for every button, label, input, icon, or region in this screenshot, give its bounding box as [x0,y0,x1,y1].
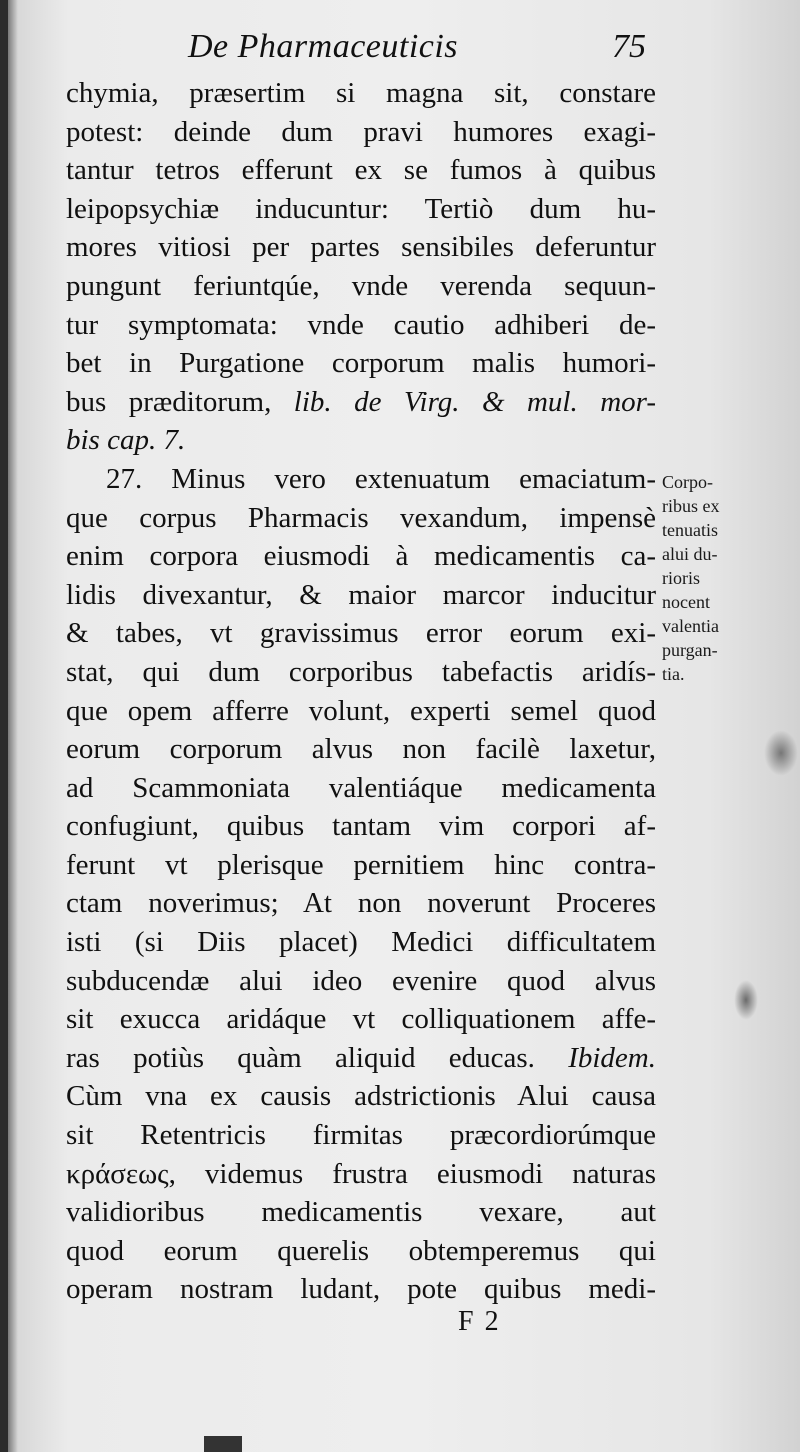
signature-mark: F 2 [458,1306,501,1337]
text-line: chymia, præsertim si magna sit, constare [66,77,656,109]
text-segment: ras potiùs quàm aliquid educas. [66,1041,535,1074]
body-text [66,74,656,1309]
text-line: quod eorum querelis obtemperemus qui [66,1234,656,1267]
text-line: eorum corporum alvus non facilè laxetur, [66,733,656,766]
paragraph-start-27: 27. Minus vero extenuatum emaciatum- [106,462,656,495]
ink-blot [734,980,758,1020]
text-line-with-citation [66,383,656,422]
text-line: sit Retentricis firmitas præcordiorúmque [66,1119,656,1152]
text-segment: bus præditorum, [66,385,272,418]
citation: Ibidem. [568,1041,656,1074]
margin-note [662,470,772,686]
text-line: Cùm vna ex causis adstrictionis Alui causa [66,1080,656,1113]
margin-note-line: tia. [662,664,685,684]
text-line: potest: deinde dum pravi humores exagi- [66,115,656,148]
text-line-with-citation [66,1039,656,1078]
running-title: De Pharmaceuticis [188,28,459,65]
text-line: mores vitiosi per partes sensibiles deferuntur [66,231,656,264]
text-line: ferunt vt plerisque pernitiem hinc contra- [66,848,656,881]
text-line: stat, qui dum corporibus tabefactis aridís- [66,655,656,688]
margin-note-line: nocent [662,592,710,612]
page-number: 75 [612,28,646,65]
text-line: tur symptomata: vnde cautio adhiberi de- [66,308,656,341]
text-line: que corpus Pharmacis vexandum, impensè [66,501,656,534]
text-line: κράσεως, videmus frustra eiusmodi naturas [66,1157,656,1190]
text-line: pungunt feriuntqúe, vnde verenda sequun- [66,269,656,302]
text-line: operam nostram ludant, pote quibus medi- [66,1273,656,1306]
book-page [8,0,800,1452]
text-line: ctam noverimus; At non noverunt Proceres [66,887,656,920]
text-line: lidis divexantur, & maior marcor inducitur [66,578,656,611]
text-line: sit exucca aridáque vt colliquationem affe- [66,1003,656,1036]
text-line: bet in Purgatione corporum malis humori- [66,347,656,380]
margin-note-line: rioris [662,568,700,588]
page-edge-mark [204,1436,242,1452]
citation: lib. de Virg. & mul. mor- [293,385,657,418]
text-line: confugiunt, quibus tantam vim corpori af- [66,810,656,843]
margin-note-line: Corpo- [662,472,713,492]
text-line: & tabes, vt gravissimus error eorum exi- [66,617,656,650]
citation-continued: bis cap. 7. [66,424,186,457]
ink-blot [764,730,798,776]
text-line: que opem afferre volunt, experti semel quod [66,694,656,727]
text-line: subducendæ alui ideo evenire quod alvus [66,964,656,997]
text-line: tantur tetros efferunt ex se fumos à quibus [66,154,656,187]
text-line: isti (si Diis placet) Medici difficultatem [66,926,656,959]
margin-note-line: tenuatis [662,520,718,540]
margin-note-line: alui du- [662,544,718,564]
text-line: validioribus medicamentis vexare, aut [66,1196,656,1229]
text-line: leipopsychiæ inducuntur: Tertiò dum hu- [66,192,656,225]
text-line: ad Scammoniata valentiáque medicamenta [66,771,656,804]
text-line: enim corpora eiusmodi à medicamentis ca- [66,540,656,573]
margin-note-line: ribus ex [662,496,720,516]
margin-note-line: purgan- [662,640,718,660]
margin-note-line: valentia [662,616,719,636]
